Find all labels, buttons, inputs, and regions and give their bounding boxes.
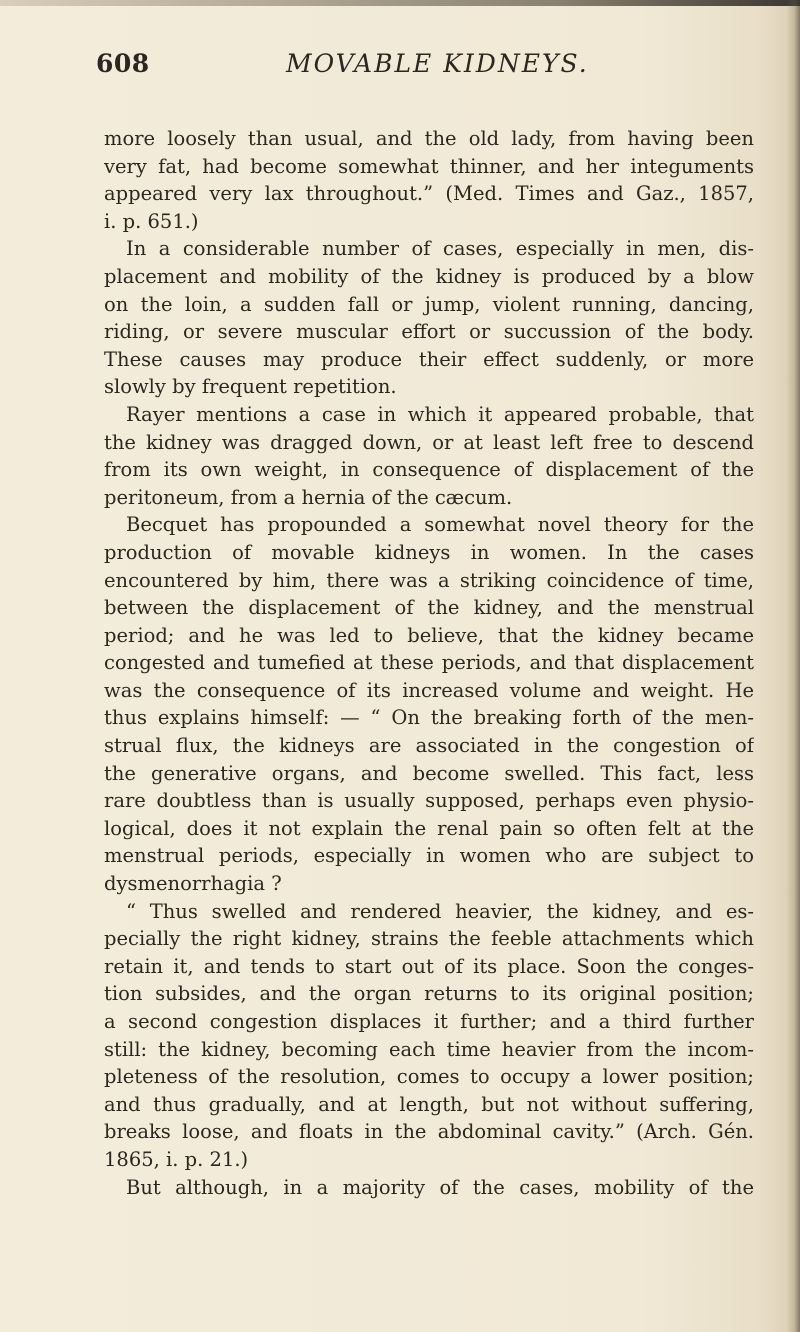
paragraph-start-line: Becquet has propounded a somewhat novel theory for the	[126, 513, 754, 537]
paragraph-start-line: Rayer mentions a case in which it appeared probable, that	[126, 402, 754, 426]
text-line: on the loin, a sudden fall or jump, violent running, dancing,	[104, 292, 754, 316]
text-line: and thus gradually, and at length, but not without suffering,	[104, 1092, 754, 1116]
text-line: thus explains himself: — “ On the breaking forth of the men-	[104, 706, 754, 730]
paragraph-start-line: In a considerable number of cases, especially in men, dis-	[126, 237, 754, 261]
text-line: period; and he was led to believe, that the kidney became	[104, 623, 754, 647]
paragraph-start-line: “ Thus swelled and rendered heavier, the kidney, and es-	[126, 899, 754, 923]
text-line: from its own weight, in consequence of displacement of the	[104, 458, 754, 482]
text-line: strual flux, the kidneys are associated in the congestion of	[104, 734, 754, 758]
text-line: still: the kidney, becoming each time heavier from the incom-	[104, 1037, 754, 1061]
text-line: 1865, i. p. 21.)	[104, 1147, 249, 1171]
running-title: MOVABLE KIDNEYS.	[286, 49, 589, 78]
text-line: encountered by him, there was a striking coincidence of time,	[104, 568, 754, 592]
text-line: the kidney was dragged down, or at least left free to descend	[104, 430, 754, 454]
text-line: peritoneum, from a hernia of the cæcum.	[104, 485, 513, 509]
text-line: was the consequence of its increased volume and weight. He	[104, 678, 754, 702]
text-line: dysmenorrhagia ?	[104, 872, 282, 896]
text-line: a second congestion displaces it further; and a third further	[104, 1010, 754, 1033]
body-text	[104, 125, 754, 1201]
text-line: congested and tumefied at these periods, and that displacement	[104, 651, 754, 675]
text-line: pleteness of the resolution, comes to occupy a lower position;	[104, 1065, 754, 1089]
text-line: more loosely than usual, and the old lady, from having been	[104, 127, 754, 150]
text-line: very fat, had become somewhat thinner, and her integuments	[104, 154, 754, 178]
text-line: tion subsides, and the organ returns to its original position;	[104, 982, 754, 1006]
text-line: breaks loose, and floats in the abdominal cavity.” (Arch. Gén.	[104, 1120, 754, 1144]
text-line: retain it, and tends to start out of its place. Soon the conges-	[104, 954, 754, 978]
page-number: 608	[96, 49, 150, 78]
text-line: i. p. 651.)	[104, 209, 199, 233]
text-line: placement and mobility of the kidney is produced by a blow	[104, 264, 754, 288]
text-line: between the displacement of the kidney, and the menstrual	[104, 596, 754, 620]
text-line: menstrual periods, especially in women who are subject to	[104, 844, 754, 868]
text-line: appeared very lax throughout.” (Med. Times and Gaz., 1857,	[104, 182, 754, 206]
text-line: the generative organs, and become swelled. This fact, less	[104, 761, 754, 785]
text-line: pecially the right kidney, strains the feeble attachments which	[104, 927, 754, 951]
top-edge-shadow	[0, 0, 800, 6]
text-line: slowly by frequent repetition.	[104, 375, 397, 399]
text-line: rare doubtless than is usually supposed, perhaps even physio-	[104, 789, 754, 813]
text-line: logical, does it not explain the renal pain so often felt at the	[104, 816, 754, 840]
page-header	[96, 49, 756, 89]
text-line: riding, or severe muscular effort or succussion of the body.	[104, 320, 754, 344]
text-line: These causes may produce their effect suddenly, or more	[104, 347, 754, 371]
paragraph-start-line: But although, in a majority of the cases, mobility of the	[126, 1175, 754, 1199]
page-gutter-shadow	[786, 0, 800, 1332]
text-line: production of movable kidneys in women. In the cases	[104, 540, 754, 564]
